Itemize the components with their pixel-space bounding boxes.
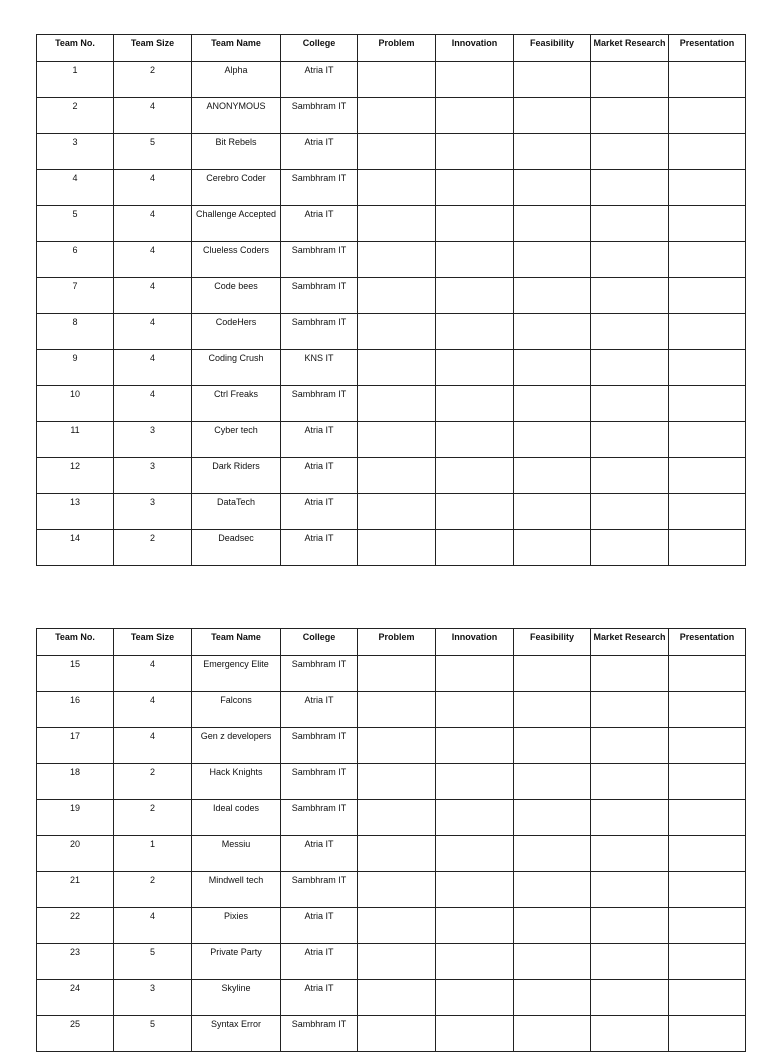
problem-cell (358, 98, 436, 134)
team-no-cell: 8 (37, 314, 114, 350)
presentation-cell (669, 908, 746, 944)
innovation-cell (436, 458, 514, 494)
presentation-cell (669, 800, 746, 836)
team-name-cell: Syntax Error (192, 1016, 281, 1052)
problem-cell (358, 764, 436, 800)
table-body (37, 62, 746, 566)
college-cell: Sambhram IT (281, 242, 358, 278)
team-size-cell: 2 (114, 872, 192, 908)
table-row (37, 62, 746, 98)
team-size-cell: 4 (114, 278, 192, 314)
table-row (37, 494, 746, 530)
teams-table-2 (36, 628, 746, 1052)
team-size-cell: 2 (114, 764, 192, 800)
header-market-research: Market Research (591, 629, 669, 656)
problem-cell (358, 62, 436, 98)
college-cell: Sambhram IT (281, 314, 358, 350)
college-cell: Sambhram IT (281, 800, 358, 836)
college-cell: Atria IT (281, 908, 358, 944)
market-research-cell (591, 494, 669, 530)
presentation-cell (669, 728, 746, 764)
college-cell: Sambhram IT (281, 278, 358, 314)
feasibility-cell (514, 656, 591, 692)
presentation-cell (669, 206, 746, 242)
team-name-cell: Deadsec (192, 530, 281, 566)
innovation-cell (436, 278, 514, 314)
team-size-cell: 4 (114, 98, 192, 134)
college-cell: Atria IT (281, 944, 358, 980)
team-name-cell: Bit Rebels (192, 134, 281, 170)
team-name-cell: CodeHers (192, 314, 281, 350)
innovation-cell (436, 980, 514, 1016)
problem-cell (358, 1016, 436, 1052)
team-no-cell: 21 (37, 872, 114, 908)
table-row (37, 278, 746, 314)
team-size-cell: 3 (114, 422, 192, 458)
college-cell: Sambhram IT (281, 656, 358, 692)
team-size-cell: 3 (114, 458, 192, 494)
innovation-cell (436, 98, 514, 134)
market-research-cell (591, 458, 669, 494)
team-size-cell: 3 (114, 494, 192, 530)
table-row (37, 908, 746, 944)
table-header (37, 35, 746, 62)
table-row (37, 656, 746, 692)
college-cell: Atria IT (281, 692, 358, 728)
table-row (37, 206, 746, 242)
innovation-cell (436, 728, 514, 764)
problem-cell (358, 728, 436, 764)
market-research-cell (591, 350, 669, 386)
team-name-cell: Ideal codes (192, 800, 281, 836)
header-market-research: Market Research (591, 35, 669, 62)
college-cell: Sambhram IT (281, 872, 358, 908)
feasibility-cell (514, 692, 591, 728)
college-cell: Sambhram IT (281, 170, 358, 206)
innovation-cell (436, 764, 514, 800)
header-team-size: Team Size (114, 629, 192, 656)
team-size-cell: 1 (114, 836, 192, 872)
team-name-cell: Messiu (192, 836, 281, 872)
team-name-cell: Cyber tech (192, 422, 281, 458)
team-name-cell: Emergency Elite (192, 656, 281, 692)
table-row (37, 350, 746, 386)
innovation-cell (436, 872, 514, 908)
feasibility-cell (514, 494, 591, 530)
innovation-cell (436, 530, 514, 566)
header-team-size: Team Size (114, 35, 192, 62)
innovation-cell (436, 62, 514, 98)
team-size-cell: 5 (114, 944, 192, 980)
market-research-cell (591, 170, 669, 206)
college-cell: Atria IT (281, 206, 358, 242)
innovation-cell (436, 494, 514, 530)
presentation-cell (669, 494, 746, 530)
market-research-cell (591, 314, 669, 350)
college-cell: Atria IT (281, 134, 358, 170)
team-name-cell: Ctrl Freaks (192, 386, 281, 422)
presentation-cell (669, 170, 746, 206)
team-no-cell: 11 (37, 422, 114, 458)
innovation-cell (436, 692, 514, 728)
presentation-cell (669, 836, 746, 872)
feasibility-cell (514, 314, 591, 350)
college-cell: KNS IT (281, 350, 358, 386)
team-no-cell: 20 (37, 836, 114, 872)
team-name-cell: Private Party (192, 944, 281, 980)
feasibility-cell (514, 944, 591, 980)
header-presentation: Presentation (669, 629, 746, 656)
market-research-cell (591, 944, 669, 980)
table-row (37, 98, 746, 134)
table-row (37, 530, 746, 566)
college-cell: Atria IT (281, 422, 358, 458)
team-size-cell: 4 (114, 242, 192, 278)
innovation-cell (436, 314, 514, 350)
team-size-cell: 2 (114, 800, 192, 836)
team-name-cell: Falcons (192, 692, 281, 728)
innovation-cell (436, 656, 514, 692)
market-research-cell (591, 980, 669, 1016)
college-cell: Sambhram IT (281, 728, 358, 764)
feasibility-cell (514, 908, 591, 944)
team-size-cell: 4 (114, 386, 192, 422)
college-cell: Atria IT (281, 458, 358, 494)
feasibility-cell (514, 836, 591, 872)
problem-cell (358, 800, 436, 836)
header-row (37, 629, 746, 656)
college-cell: Atria IT (281, 980, 358, 1016)
team-name-cell: Hack Knights (192, 764, 281, 800)
innovation-cell (436, 206, 514, 242)
innovation-cell (436, 242, 514, 278)
table-row (37, 692, 746, 728)
problem-cell (358, 350, 436, 386)
table-row (37, 944, 746, 980)
table-row (37, 764, 746, 800)
presentation-cell (669, 62, 746, 98)
college-cell: Sambhram IT (281, 1016, 358, 1052)
college-cell: Sambhram IT (281, 98, 358, 134)
college-cell: Sambhram IT (281, 764, 358, 800)
table-row (37, 314, 746, 350)
problem-cell (358, 656, 436, 692)
presentation-cell (669, 764, 746, 800)
presentation-cell (669, 692, 746, 728)
table-row (37, 386, 746, 422)
presentation-cell (669, 1016, 746, 1052)
feasibility-cell (514, 728, 591, 764)
team-no-cell: 13 (37, 494, 114, 530)
header-presentation: Presentation (669, 35, 746, 62)
header-college: College (281, 629, 358, 656)
feasibility-cell (514, 134, 591, 170)
team-name-cell: Challenge Accepted (192, 206, 281, 242)
presentation-cell (669, 980, 746, 1016)
table-row (37, 242, 746, 278)
innovation-cell (436, 1016, 514, 1052)
market-research-cell (591, 872, 669, 908)
header-row (37, 35, 746, 62)
market-research-cell (591, 206, 669, 242)
market-research-cell (591, 422, 669, 458)
table-row (37, 872, 746, 908)
problem-cell (358, 422, 436, 458)
problem-cell (358, 134, 436, 170)
team-size-cell: 5 (114, 134, 192, 170)
feasibility-cell (514, 530, 591, 566)
team-name-cell: DataTech (192, 494, 281, 530)
problem-cell (358, 836, 436, 872)
team-size-cell: 4 (114, 314, 192, 350)
market-research-cell (591, 908, 669, 944)
team-size-cell: 4 (114, 206, 192, 242)
market-research-cell (591, 242, 669, 278)
table-body (37, 656, 746, 1052)
team-name-cell: Alpha (192, 62, 281, 98)
innovation-cell (436, 350, 514, 386)
header-feasibility: Feasibility (514, 629, 591, 656)
problem-cell (358, 944, 436, 980)
table-row (37, 980, 746, 1016)
problem-cell (358, 314, 436, 350)
team-size-cell: 4 (114, 170, 192, 206)
presentation-cell (669, 98, 746, 134)
college-cell: Atria IT (281, 494, 358, 530)
market-research-cell (591, 728, 669, 764)
team-no-cell: 4 (37, 170, 114, 206)
team-no-cell: 24 (37, 980, 114, 1016)
college-cell: Sambhram IT (281, 386, 358, 422)
team-no-cell: 7 (37, 278, 114, 314)
problem-cell (358, 386, 436, 422)
feasibility-cell (514, 206, 591, 242)
market-research-cell (591, 62, 669, 98)
innovation-cell (436, 386, 514, 422)
college-cell: Atria IT (281, 530, 358, 566)
problem-cell (358, 494, 436, 530)
team-no-cell: 9 (37, 350, 114, 386)
header-team-no: Team No. (37, 629, 114, 656)
table-row (37, 836, 746, 872)
team-name-cell: Coding Crush (192, 350, 281, 386)
innovation-cell (436, 422, 514, 458)
market-research-cell (591, 98, 669, 134)
table-header (37, 629, 746, 656)
market-research-cell (591, 836, 669, 872)
team-no-cell: 19 (37, 800, 114, 836)
team-size-cell: 4 (114, 908, 192, 944)
team-no-cell: 12 (37, 458, 114, 494)
team-no-cell: 25 (37, 1016, 114, 1052)
problem-cell (358, 278, 436, 314)
presentation-cell (669, 278, 746, 314)
presentation-cell (669, 458, 746, 494)
market-research-cell (591, 1016, 669, 1052)
presentation-cell (669, 242, 746, 278)
team-name-cell: Code bees (192, 278, 281, 314)
header-problem: Problem (358, 629, 436, 656)
feasibility-cell (514, 242, 591, 278)
market-research-cell (591, 764, 669, 800)
feasibility-cell (514, 422, 591, 458)
table-row (37, 1016, 746, 1052)
team-no-cell: 3 (37, 134, 114, 170)
header-team-name: Team Name (192, 629, 281, 656)
team-no-cell: 22 (37, 908, 114, 944)
table-row (37, 800, 746, 836)
presentation-cell (669, 422, 746, 458)
innovation-cell (436, 170, 514, 206)
presentation-cell (669, 872, 746, 908)
team-no-cell: 14 (37, 530, 114, 566)
feasibility-cell (514, 980, 591, 1016)
feasibility-cell (514, 458, 591, 494)
feasibility-cell (514, 764, 591, 800)
feasibility-cell (514, 62, 591, 98)
market-research-cell (591, 134, 669, 170)
team-no-cell: 15 (37, 656, 114, 692)
problem-cell (358, 458, 436, 494)
innovation-cell (436, 800, 514, 836)
market-research-cell (591, 656, 669, 692)
header-problem: Problem (358, 35, 436, 62)
innovation-cell (436, 134, 514, 170)
header-college: College (281, 35, 358, 62)
problem-cell (358, 980, 436, 1016)
team-no-cell: 5 (37, 206, 114, 242)
feasibility-cell (514, 350, 591, 386)
feasibility-cell (514, 872, 591, 908)
team-no-cell: 1 (37, 62, 114, 98)
team-no-cell: 6 (37, 242, 114, 278)
innovation-cell (436, 908, 514, 944)
header-team-name: Team Name (192, 35, 281, 62)
problem-cell (358, 692, 436, 728)
presentation-cell (669, 350, 746, 386)
team-name-cell: Dark Riders (192, 458, 281, 494)
presentation-cell (669, 530, 746, 566)
team-no-cell: 18 (37, 764, 114, 800)
team-name-cell: Cerebro Coder (192, 170, 281, 206)
header-feasibility: Feasibility (514, 35, 591, 62)
problem-cell (358, 908, 436, 944)
feasibility-cell (514, 278, 591, 314)
team-name-cell: ANONYMOUS (192, 98, 281, 134)
market-research-cell (591, 530, 669, 566)
presentation-cell (669, 134, 746, 170)
team-size-cell: 4 (114, 728, 192, 764)
feasibility-cell (514, 98, 591, 134)
table-row (37, 728, 746, 764)
presentation-cell (669, 314, 746, 350)
team-size-cell: 3 (114, 980, 192, 1016)
team-size-cell: 5 (114, 1016, 192, 1052)
problem-cell (358, 530, 436, 566)
header-innovation: Innovation (436, 35, 514, 62)
team-size-cell: 4 (114, 692, 192, 728)
team-name-cell: Clueless Coders (192, 242, 281, 278)
team-no-cell: 16 (37, 692, 114, 728)
college-cell: Atria IT (281, 62, 358, 98)
table-row (37, 458, 746, 494)
team-size-cell: 4 (114, 656, 192, 692)
feasibility-cell (514, 170, 591, 206)
feasibility-cell (514, 386, 591, 422)
feasibility-cell (514, 800, 591, 836)
team-no-cell: 17 (37, 728, 114, 764)
market-research-cell (591, 386, 669, 422)
feasibility-cell (514, 1016, 591, 1052)
teams-table-1 (36, 34, 746, 566)
team-no-cell: 10 (37, 386, 114, 422)
team-name-cell: Pixies (192, 908, 281, 944)
header-team-no: Team No. (37, 35, 114, 62)
table-row (37, 170, 746, 206)
team-no-cell: 2 (37, 98, 114, 134)
team-size-cell: 2 (114, 62, 192, 98)
innovation-cell (436, 944, 514, 980)
team-size-cell: 4 (114, 350, 192, 386)
team-no-cell: 23 (37, 944, 114, 980)
market-research-cell (591, 800, 669, 836)
presentation-cell (669, 656, 746, 692)
innovation-cell (436, 836, 514, 872)
team-name-cell: Gen z developers (192, 728, 281, 764)
problem-cell (358, 242, 436, 278)
college-cell: Atria IT (281, 836, 358, 872)
table-row (37, 422, 746, 458)
header-innovation: Innovation (436, 629, 514, 656)
table-row (37, 134, 746, 170)
problem-cell (358, 872, 436, 908)
team-name-cell: Mindwell tech (192, 872, 281, 908)
market-research-cell (591, 692, 669, 728)
team-name-cell: Skyline (192, 980, 281, 1016)
team-size-cell: 2 (114, 530, 192, 566)
presentation-cell (669, 944, 746, 980)
problem-cell (358, 170, 436, 206)
problem-cell (358, 206, 436, 242)
market-research-cell (591, 278, 669, 314)
presentation-cell (669, 386, 746, 422)
